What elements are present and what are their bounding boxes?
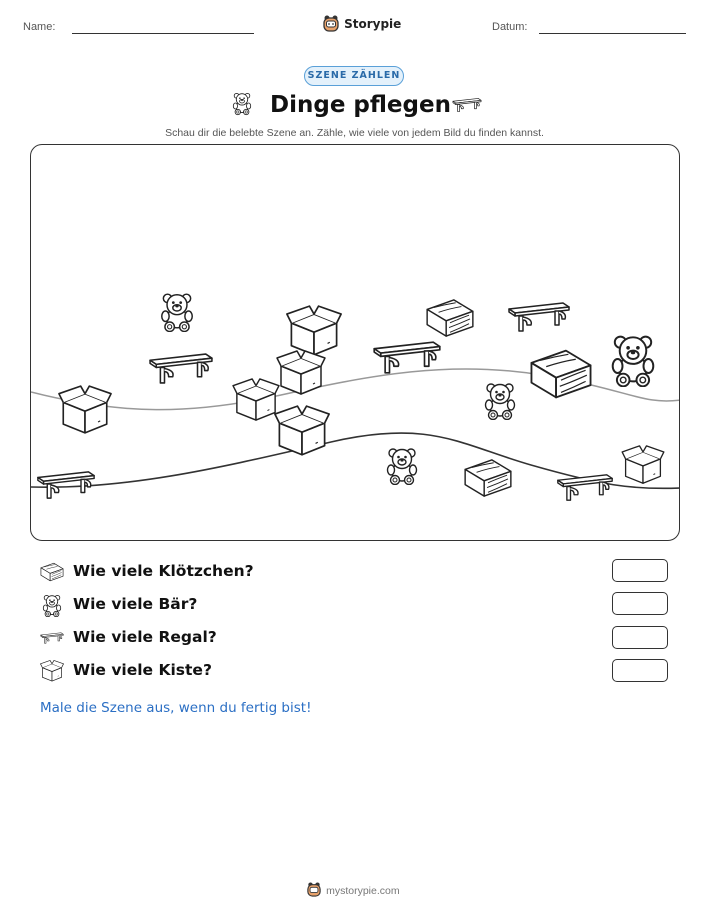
scene-bear <box>388 449 417 485</box>
scene-box <box>287 306 341 355</box>
brand-name: Storypie <box>344 17 402 31</box>
question-text: Wie viele Klötzchen? <box>73 562 254 580</box>
question-text: Wie viele Regal? <box>73 628 217 646</box>
question-text: Wie viele Kiste? <box>73 661 212 679</box>
answer-box-shelves[interactable] <box>612 626 668 649</box>
question-text: Wie viele Bär? <box>73 595 198 613</box>
scene-shelf <box>509 303 569 331</box>
answer-box-boxes[interactable] <box>612 659 668 682</box>
answer-box-bears[interactable] <box>612 592 668 615</box>
shelf-icon <box>40 626 64 650</box>
scene-box <box>59 386 111 433</box>
scene-block <box>465 460 511 496</box>
name-field-line[interactable] <box>72 33 254 34</box>
instructions: Schau dir die belebte Szene an. Zähle, wie viele von jedem Bild du finden kannst. <box>165 127 544 139</box>
scene-box <box>277 351 325 394</box>
scene-box <box>233 379 279 420</box>
counting-scene <box>30 144 680 541</box>
coloring-note: Male die Szene aus, wenn du fertig bist! <box>40 700 312 716</box>
scene-shelf <box>374 342 440 373</box>
name-label: Name: <box>23 21 56 33</box>
scene-block <box>427 300 473 336</box>
date-field-line[interactable] <box>539 33 686 34</box>
shelf-icon <box>452 97 482 113</box>
footer-url[interactable]: mystorypie.com <box>326 885 400 897</box>
storypie-logo <box>323 13 401 32</box>
scene-shelf <box>558 475 612 500</box>
scene-box <box>275 406 329 455</box>
teddy-bear-icon <box>40 593 64 617</box>
scene-bear <box>162 294 192 331</box>
storypie-logo-icon <box>323 15 339 32</box>
scene-bear <box>486 384 515 420</box>
teddy-bear-icon <box>230 90 254 116</box>
box-icon <box>40 659 64 683</box>
scene-drawing <box>31 145 680 541</box>
block-icon <box>40 560 64 584</box>
storypie-logo-icon <box>307 882 321 897</box>
scene-shelf <box>150 354 212 383</box>
scene-bear <box>613 337 654 387</box>
answer-box-blocks[interactable] <box>612 559 668 582</box>
footer <box>307 879 400 898</box>
scene-box <box>622 446 664 483</box>
scene-shelf <box>38 472 94 498</box>
scene-block <box>531 351 590 398</box>
page-title: Dinge pflegen <box>270 92 451 118</box>
date-label: Datum: <box>492 21 528 33</box>
category-badge: SZENE ZÄHLEN <box>304 66 404 86</box>
